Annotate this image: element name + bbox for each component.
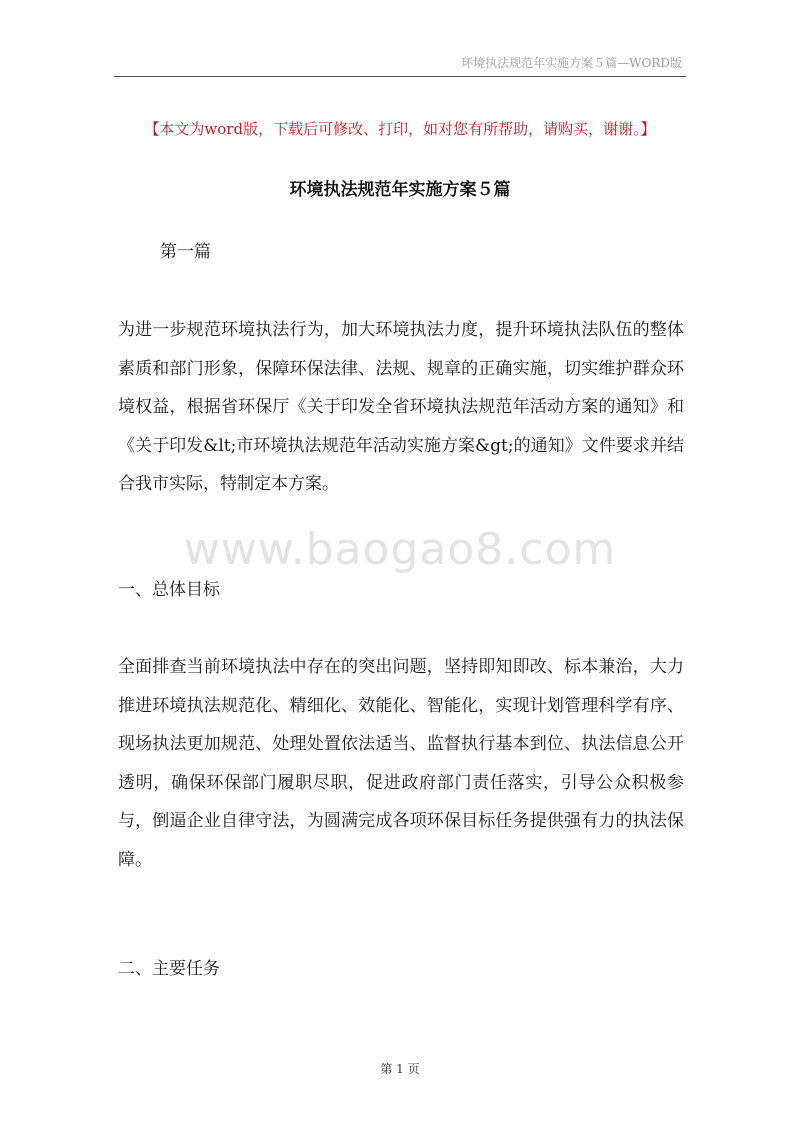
part-label: 第一篇 xyxy=(160,242,211,262)
page-number: 第 1 页 xyxy=(380,1062,420,1076)
running-header: 环境执法规范年实施方案５篇—WORD版 xyxy=(461,56,682,70)
intro-paragraph: 为进一步规范环境执法行为，加大环境执法力度，提升环境执法队伍的整体素质和部门形象，保障环保法律、法规、规章的正确实施，切实维护群众环境权益，根据省环保厅《关于印发全省环境执法规范年活动方案的通知》和《关于印发&lt;市环境执法规范年活动实施方案&gt;的通知》文件要求并结合我市实际，特制定本方案。 xyxy=(118,320,684,494)
goals-paragraph: 全面排查当前环境执法中存在的突出问题，坚持即知即改、标本兼治，大力推进环境执法规范化、精细化、效能化、智能化，实现计划管理科学有序、现场执法更加规范、处理处置依法适当、监督执行基本到位、执法信息公开透明，确保环保部门履职尽职，促进政府部门责任落实，引导公众积极参与，倒逼企业自律守法，为圆满完成各项环保目标任务提供强有力的执法保障。 xyxy=(118,657,684,870)
document-title: 环境执法规范年实施方案５篇 xyxy=(289,180,511,200)
section-heading-goals: 一、总体目标 xyxy=(118,580,220,600)
site-watermark: www.baogao8.com xyxy=(183,524,617,575)
section-heading-tasks: 二、主要任务 xyxy=(118,959,220,979)
header-divider xyxy=(114,76,686,77)
purchase-notice: 【本文为word版，下载后可修改、打印，如对您有所帮助，请购买，谢谢。】 xyxy=(144,120,656,138)
